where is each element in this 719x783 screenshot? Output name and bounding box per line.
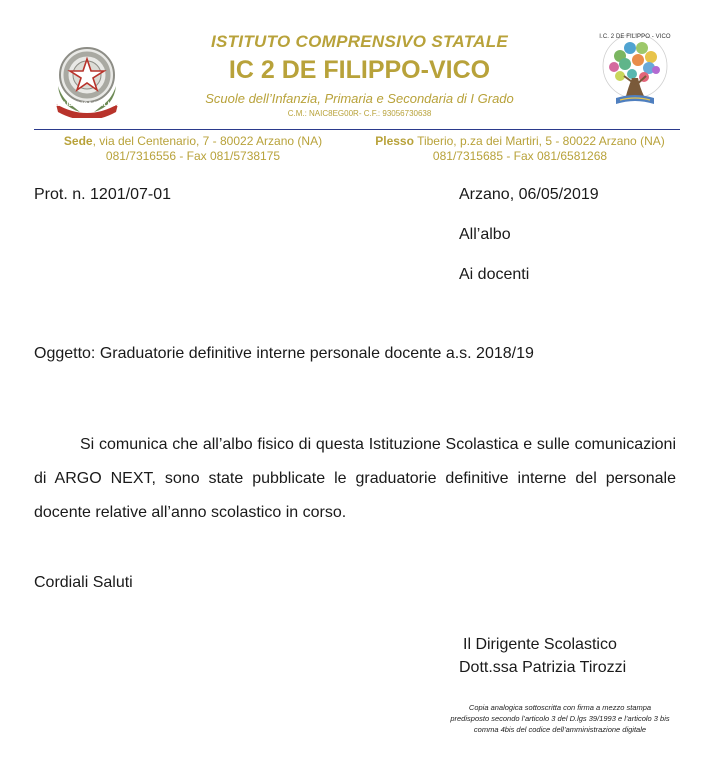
digital-signature-note bbox=[420, 702, 700, 735]
recipient-docenti: Ai docenti bbox=[459, 266, 530, 283]
header-divider bbox=[34, 129, 680, 130]
sede-phone: 081/7316556 - Fax 081/5738175 bbox=[105, 149, 281, 163]
sede-label: Sede bbox=[63, 134, 93, 148]
school-name: IC 2 DE FILIPPO-VICO bbox=[228, 56, 491, 84]
recipient-albo: All’albo bbox=[459, 226, 511, 243]
plesso-line1: Tiberio, p.za dei Martiri, 5 - 80022 Arzano (NA) bbox=[413, 134, 665, 148]
plesso-phone: 081/7315685 - Fax 081/6581268 bbox=[432, 149, 608, 163]
note-line-2: predisposto secondo l’articolo 3 del D.lgs 39/1993 e l’articolo 3 bis bbox=[450, 714, 670, 723]
plesso-label: Plesso bbox=[375, 134, 414, 148]
subject-line: Oggetto: Graduatorie definitive interne personale docente a.s. 2018/19 bbox=[34, 345, 534, 362]
note-line-1: Copia analogica sottoscritta con firma a mezzo stampa bbox=[468, 703, 652, 712]
body-paragraph: Si comunica che all’albo fisico di questa Istituzione Scolastica e sulle comunicazioni di ARGO NEXT, sono state pubblicate le graduatorie definitive interne del personale docente relative all’anno scolastico in corso. bbox=[34, 436, 676, 521]
note-line-3: comma 4bis del codice dell’amministrazione digitale bbox=[473, 725, 647, 734]
signer-role: Il Dirigente Scolastico bbox=[463, 636, 617, 653]
closing: Cordiali Saluti bbox=[34, 574, 133, 591]
signer-name: Dott.ssa Patrizia Tirozzi bbox=[459, 659, 627, 676]
school-type-title: ISTITUTO COMPRENSIVO STATALE bbox=[210, 32, 509, 51]
school-codes: C.M.: NAIC8EG00R- C.F.: 93056730638 bbox=[287, 109, 432, 118]
school-levels: Scuole dell’Infanzia, Primaria e Secondaria di I Grado bbox=[205, 91, 514, 106]
place-date: Arzano, 06/05/2019 bbox=[459, 186, 599, 203]
school-logo bbox=[598, 30, 672, 114]
sede-line1: , via del Centenario, 7 - 80022 Arzano (NA) bbox=[92, 134, 323, 148]
protocol-number: Prot. n. 1201/07-01 bbox=[34, 186, 171, 203]
plesso-address bbox=[360, 134, 680, 164]
sede-address bbox=[34, 134, 352, 164]
school-logo-text: I.C. 2 DE FILIPPO - VICO bbox=[599, 34, 671, 40]
emblem-ribbon-text: REPUBBLICA ITALIANA bbox=[50, 102, 124, 108]
